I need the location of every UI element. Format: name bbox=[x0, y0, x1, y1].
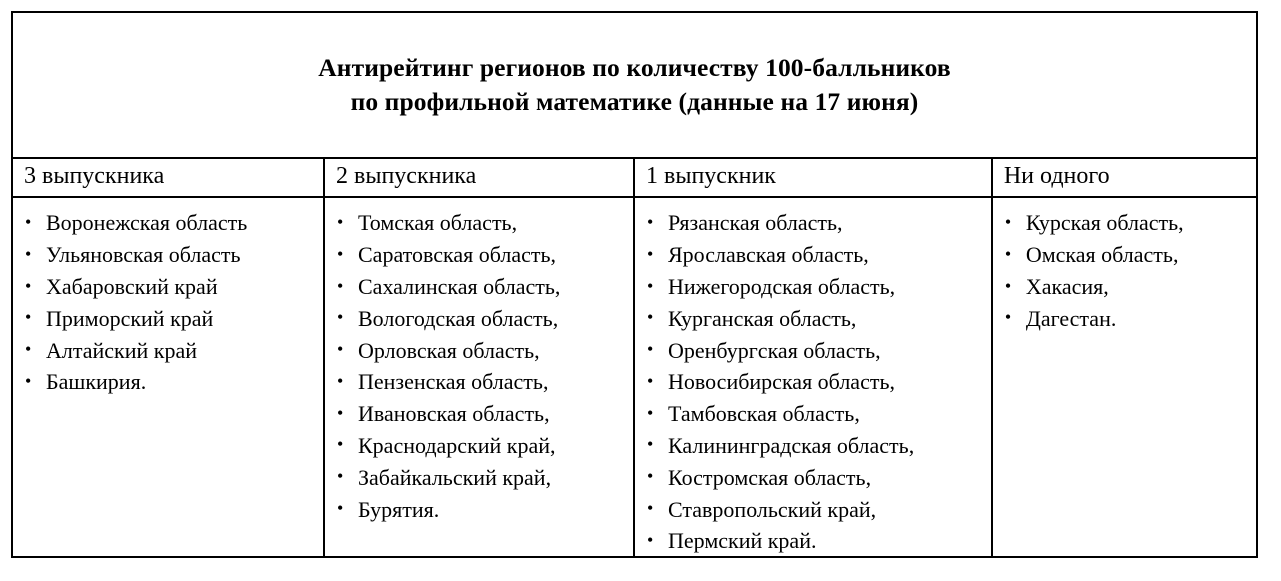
list-item: • Забайкальский край, bbox=[337, 462, 627, 494]
list-item: • Краснодарский край, bbox=[337, 430, 627, 462]
list-item: • Пермский край. bbox=[647, 525, 985, 556]
list-item: • Томская область, bbox=[337, 207, 627, 239]
page-title bbox=[318, 51, 950, 119]
antirating-table bbox=[11, 11, 1258, 558]
column-header-1-graduate: 1 выпускник bbox=[633, 159, 991, 197]
column-cell-2-graduates bbox=[323, 198, 633, 556]
region-list-none bbox=[1005, 207, 1250, 334]
list-item: • Алтайский край bbox=[25, 335, 317, 367]
list-item: • Приморский край bbox=[25, 303, 317, 335]
region-list-1-graduate bbox=[647, 207, 985, 556]
list-item: • Новосибирская область, bbox=[647, 366, 985, 398]
list-item: • Омская область, bbox=[1005, 239, 1250, 271]
region-list-2-graduates bbox=[337, 207, 627, 525]
list-item: • Саратовская область, bbox=[337, 239, 627, 271]
list-item: • Костромская область, bbox=[647, 462, 985, 494]
list-item: • Хабаровский край bbox=[25, 271, 317, 303]
list-item: • Курская область, bbox=[1005, 207, 1250, 239]
table-header-row bbox=[13, 159, 1256, 199]
column-header-2-graduates: 2 выпускника bbox=[323, 159, 633, 197]
list-item: • Башкирия. bbox=[25, 366, 317, 398]
list-item: • Сахалинская область, bbox=[337, 271, 627, 303]
list-item: • Воронежская область bbox=[25, 207, 317, 239]
list-item: • Калининградская область, bbox=[647, 430, 985, 462]
column-header-3-graduates: 3 выпускника bbox=[24, 163, 165, 190]
list-item: • Орловская область, bbox=[337, 335, 627, 367]
list-item: • Ставропольский край, bbox=[647, 494, 985, 526]
list-item: • Ивановская область, bbox=[337, 398, 627, 430]
list-item: • Нижегородская область, bbox=[647, 271, 985, 303]
region-list-3-graduates bbox=[25, 207, 317, 398]
list-item: • Рязанская область, bbox=[647, 207, 985, 239]
column-cell-none bbox=[991, 198, 1256, 556]
column-cell-3-graduates bbox=[13, 198, 323, 556]
column-header-none: Ни одного bbox=[991, 159, 1256, 197]
table-title-row bbox=[13, 13, 1256, 159]
table-body-row bbox=[13, 198, 1256, 556]
list-item: • Тамбовская область, bbox=[647, 398, 985, 430]
list-item: • Хакасия, bbox=[1005, 271, 1250, 303]
list-item: • Вологодская область, bbox=[337, 303, 627, 335]
column-cell-1-graduate bbox=[633, 198, 991, 556]
list-item: • Ульяновская область bbox=[25, 239, 317, 271]
list-item: • Дагестан. bbox=[1005, 303, 1250, 335]
page-title-line-1: Антирейтинг регионов по количеству 100-балльников bbox=[318, 52, 951, 82]
list-item: • Курганская область, bbox=[647, 303, 985, 335]
list-item: • Пензенская область, bbox=[337, 366, 627, 398]
list-item: • Ярославская область, bbox=[647, 239, 985, 271]
list-item: • Оренбургская область, bbox=[647, 335, 985, 367]
list-item: • Бурятия. bbox=[337, 494, 627, 526]
page-title-line-2: по профильной математике (данные на 17 июня) bbox=[350, 86, 919, 116]
